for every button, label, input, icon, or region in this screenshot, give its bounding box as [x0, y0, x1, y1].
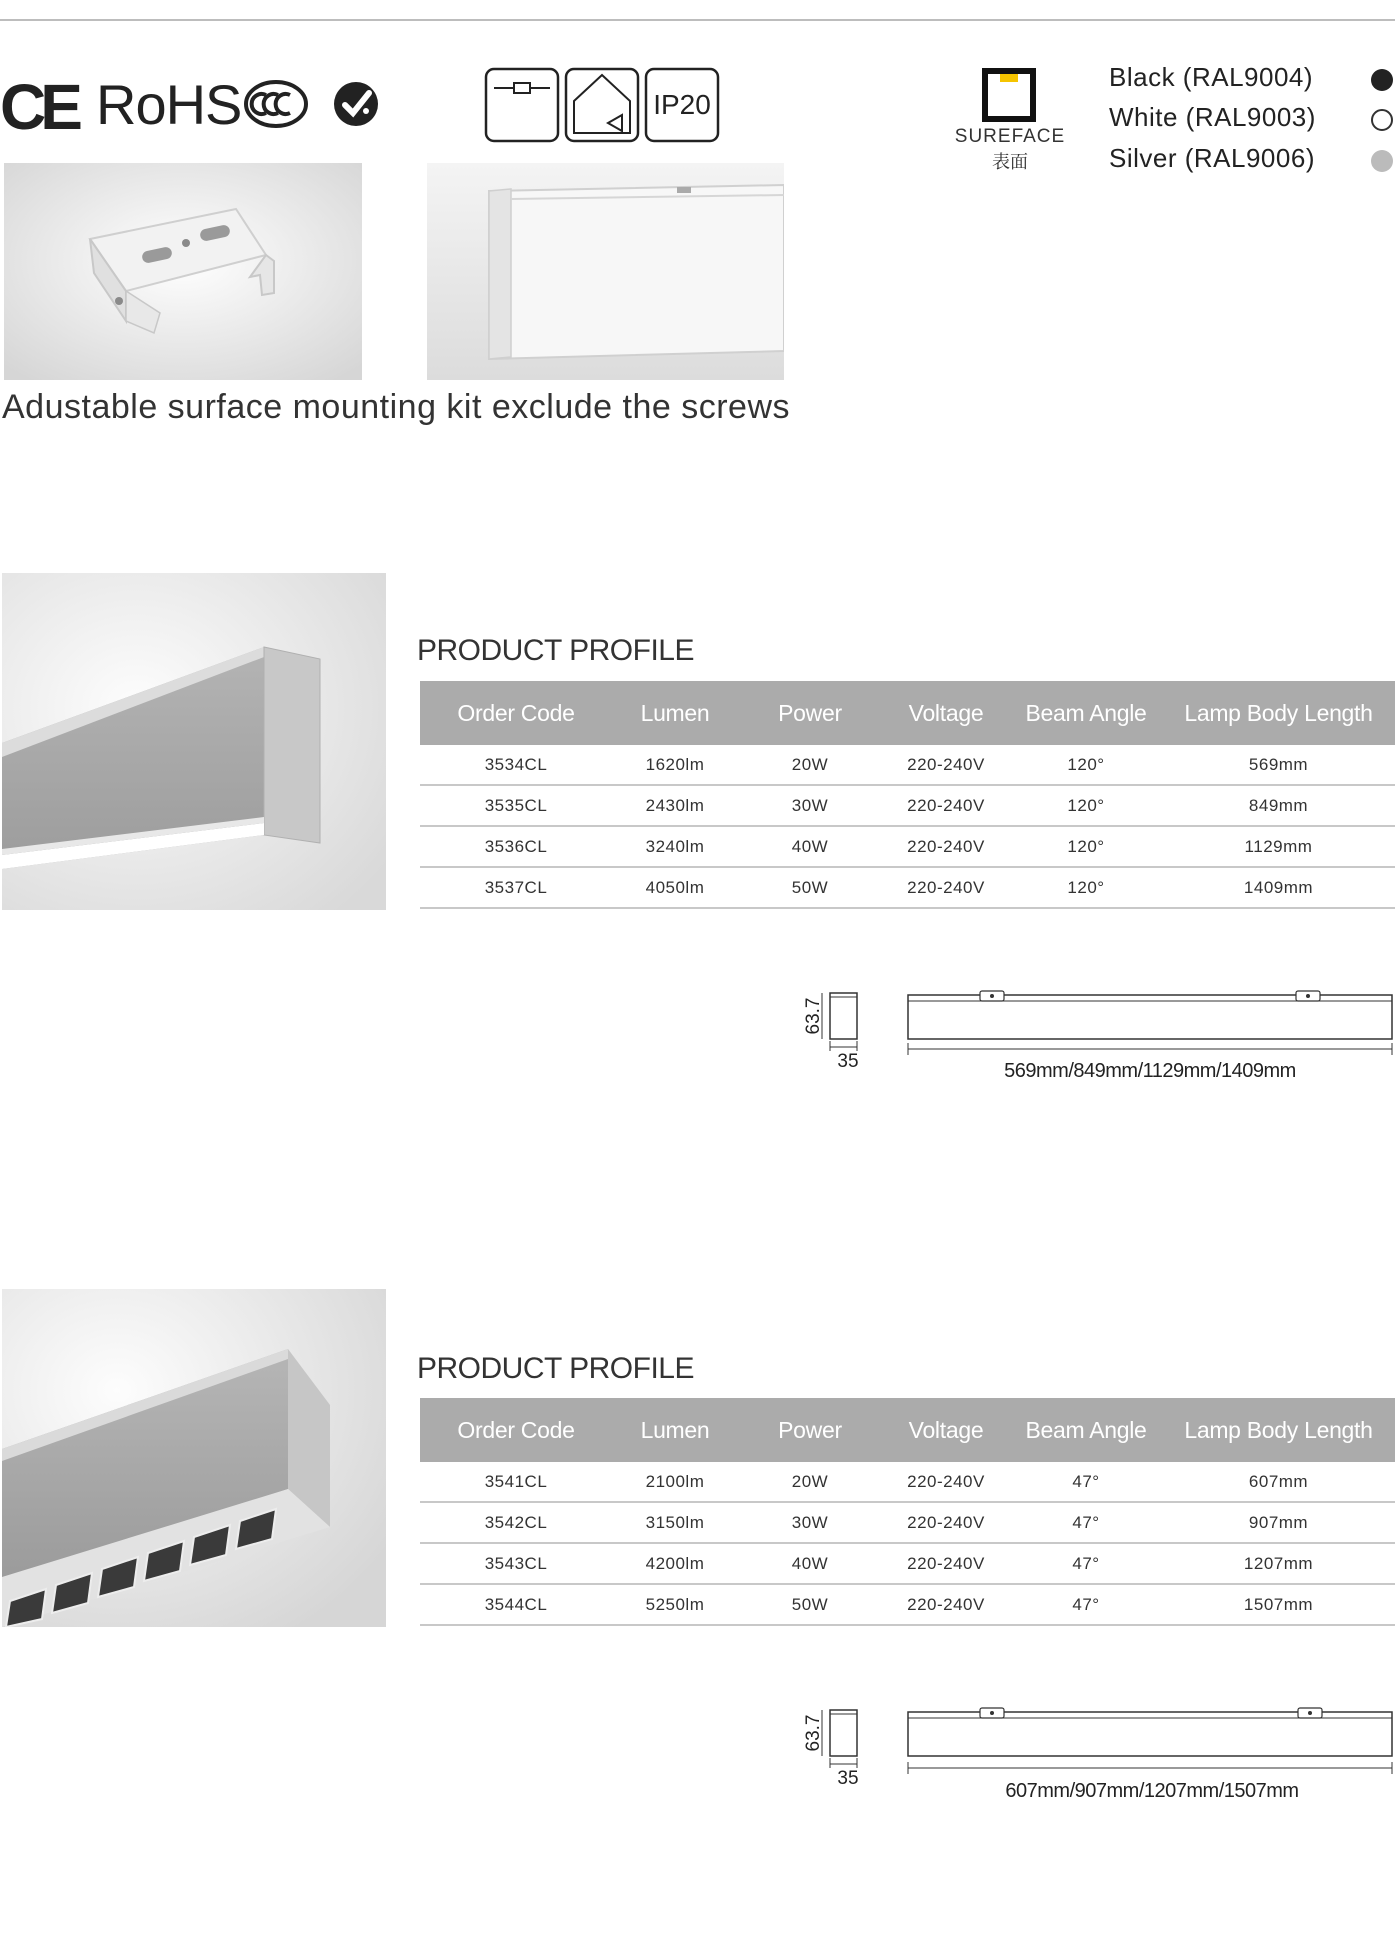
column-header: Order Code — [420, 1398, 612, 1462]
mounting-kit-caption: Adustable surface mounting kit exclude the screws — [2, 388, 791, 426]
power-cell: 40W — [738, 1543, 882, 1584]
voltage-cell: 220-240V — [882, 1543, 1010, 1584]
beam-angle-cell: 47° — [1010, 1462, 1162, 1502]
power-cell: 30W — [738, 1502, 882, 1543]
height-dimension: 63.7 — [803, 997, 824, 1035]
lumen-cell: 4050lm — [612, 867, 738, 908]
table-row — [420, 1543, 1395, 1584]
lumen-cell: 3240lm — [612, 826, 738, 867]
voltage-cell: 220-240V — [882, 785, 1010, 826]
power-cell: 50W — [738, 867, 882, 908]
column-header: Lumen — [612, 681, 738, 745]
surface-mount-icon — [486, 69, 558, 141]
column-header: Order Code — [420, 681, 612, 745]
order-code-cell: 3534CL — [420, 745, 612, 785]
power-cell: 50W — [738, 1584, 882, 1625]
order-code-cell: 3535CL — [420, 785, 612, 826]
mounting-bracket-photo — [4, 163, 362, 380]
ip-rating-text: IP20 — [653, 89, 711, 120]
voltage-cell: 220-240V — [882, 826, 1010, 867]
table-row — [420, 785, 1395, 826]
color-option-black: Black (RAL9004) — [1109, 62, 1314, 92]
beam-angle-cell: 47° — [1010, 1584, 1162, 1625]
column-header: Voltage — [882, 1398, 1010, 1462]
top-divider — [0, 19, 1395, 21]
table-row — [420, 1502, 1395, 1543]
table-row — [420, 1584, 1395, 1625]
product-profile-table — [420, 1398, 1395, 1626]
table-row — [420, 867, 1395, 908]
width-dimension: 35 — [837, 1768, 859, 1789]
order-code-cell: 3541CL — [420, 1462, 612, 1502]
mounting-icons — [484, 67, 720, 143]
dimension-drawing — [790, 1702, 1395, 1812]
length-cell: 1207mm — [1162, 1543, 1395, 1584]
beam-angle-cell: 120° — [1010, 745, 1162, 785]
color-option-white: White (RAL9003) — [1109, 102, 1316, 132]
ceiling-mount-icon — [566, 69, 638, 141]
certified-check-icon — [333, 81, 379, 127]
length-dimension: 607mm/907mm/1207mm/1507mm — [1005, 1780, 1299, 1802]
voltage-cell: 220-240V — [882, 1462, 1010, 1502]
lumen-cell: 2100lm — [612, 1462, 738, 1502]
product-profile-table — [420, 681, 1395, 909]
column-header: Lamp Body Length — [1162, 1398, 1395, 1462]
table-row — [420, 826, 1395, 867]
power-cell: 20W — [738, 1462, 882, 1502]
column-header: Beam Angle — [1010, 681, 1162, 745]
power-cell: 20W — [738, 745, 882, 785]
table-row — [420, 745, 1395, 785]
swatch-black — [1371, 69, 1393, 91]
length-cell: 1507mm — [1162, 1584, 1395, 1625]
ce-mark: CE — [0, 71, 77, 143]
order-code-cell: 3542CL — [420, 1502, 612, 1543]
power-cell: 40W — [738, 826, 882, 867]
lumen-cell: 2430lm — [612, 785, 738, 826]
height-dimension: 63.7 — [803, 1714, 824, 1752]
lumen-cell: 5250lm — [612, 1584, 738, 1625]
column-header: Voltage — [882, 681, 1010, 745]
beam-angle-cell: 120° — [1010, 826, 1162, 867]
voltage-cell: 220-240V — [882, 1584, 1010, 1625]
swatch-silver — [1371, 150, 1393, 172]
beam-angle-cell: 47° — [1010, 1543, 1162, 1584]
order-code-cell: 3536CL — [420, 826, 612, 867]
ip-rating-badge — [646, 69, 718, 141]
linear-light-louver-photo — [2, 1289, 386, 1627]
column-header: Power — [738, 681, 882, 745]
length-cell: 907mm — [1162, 1502, 1395, 1543]
beam-angle-cell: 120° — [1010, 867, 1162, 908]
product-profile-title: PRODUCT PROFILE — [417, 634, 694, 667]
length-cell: 1409mm — [1162, 867, 1395, 908]
table-row — [420, 1462, 1395, 1502]
voltage-cell: 220-240V — [882, 1502, 1010, 1543]
lumen-cell: 3150lm — [612, 1502, 738, 1543]
mounted-luminaire-photo — [427, 163, 784, 380]
lumen-cell: 4200lm — [612, 1543, 738, 1584]
column-header: Lumen — [612, 1398, 738, 1462]
beam-angle-cell: 47° — [1010, 1502, 1162, 1543]
surface-label-cn: 表面 — [992, 152, 1028, 172]
column-header: Beam Angle — [1010, 1398, 1162, 1462]
order-code-cell: 3544CL — [420, 1584, 612, 1625]
linear-light-diffuser-photo — [2, 573, 386, 910]
table-header-row — [420, 1398, 1395, 1462]
order-code-cell: 3537CL — [420, 867, 612, 908]
color-option-silver: Silver (RAL9006) — [1109, 143, 1315, 173]
beam-angle-cell: 120° — [1010, 785, 1162, 826]
product-profile-title: PRODUCT PROFILE — [417, 1352, 694, 1385]
ccc-mark-icon — [244, 79, 308, 129]
power-cell: 30W — [738, 785, 882, 826]
order-code-cell: 3543CL — [420, 1543, 612, 1584]
swatch-white — [1371, 109, 1393, 131]
rohs-mark: RoHS — [96, 73, 242, 136]
length-cell: 1129mm — [1162, 826, 1395, 867]
voltage-cell: 220-240V — [882, 867, 1010, 908]
column-header: Lamp Body Length — [1162, 681, 1395, 745]
voltage-cell: 220-240V — [882, 745, 1010, 785]
length-cell: 849mm — [1162, 785, 1395, 826]
table-header-row — [420, 681, 1395, 745]
column-header: Power — [738, 1398, 882, 1462]
dimension-drawing — [790, 985, 1395, 1090]
surface-mount-icon — [981, 67, 1037, 123]
lumen-cell: 1620lm — [612, 745, 738, 785]
surface-label: SUREFACE — [954, 126, 1066, 147]
length-dimension: 569mm/849mm/1129mm/1409mm — [1004, 1060, 1296, 1082]
length-cell: 569mm — [1162, 745, 1395, 785]
width-dimension: 35 — [837, 1051, 859, 1072]
length-cell: 607mm — [1162, 1462, 1395, 1502]
